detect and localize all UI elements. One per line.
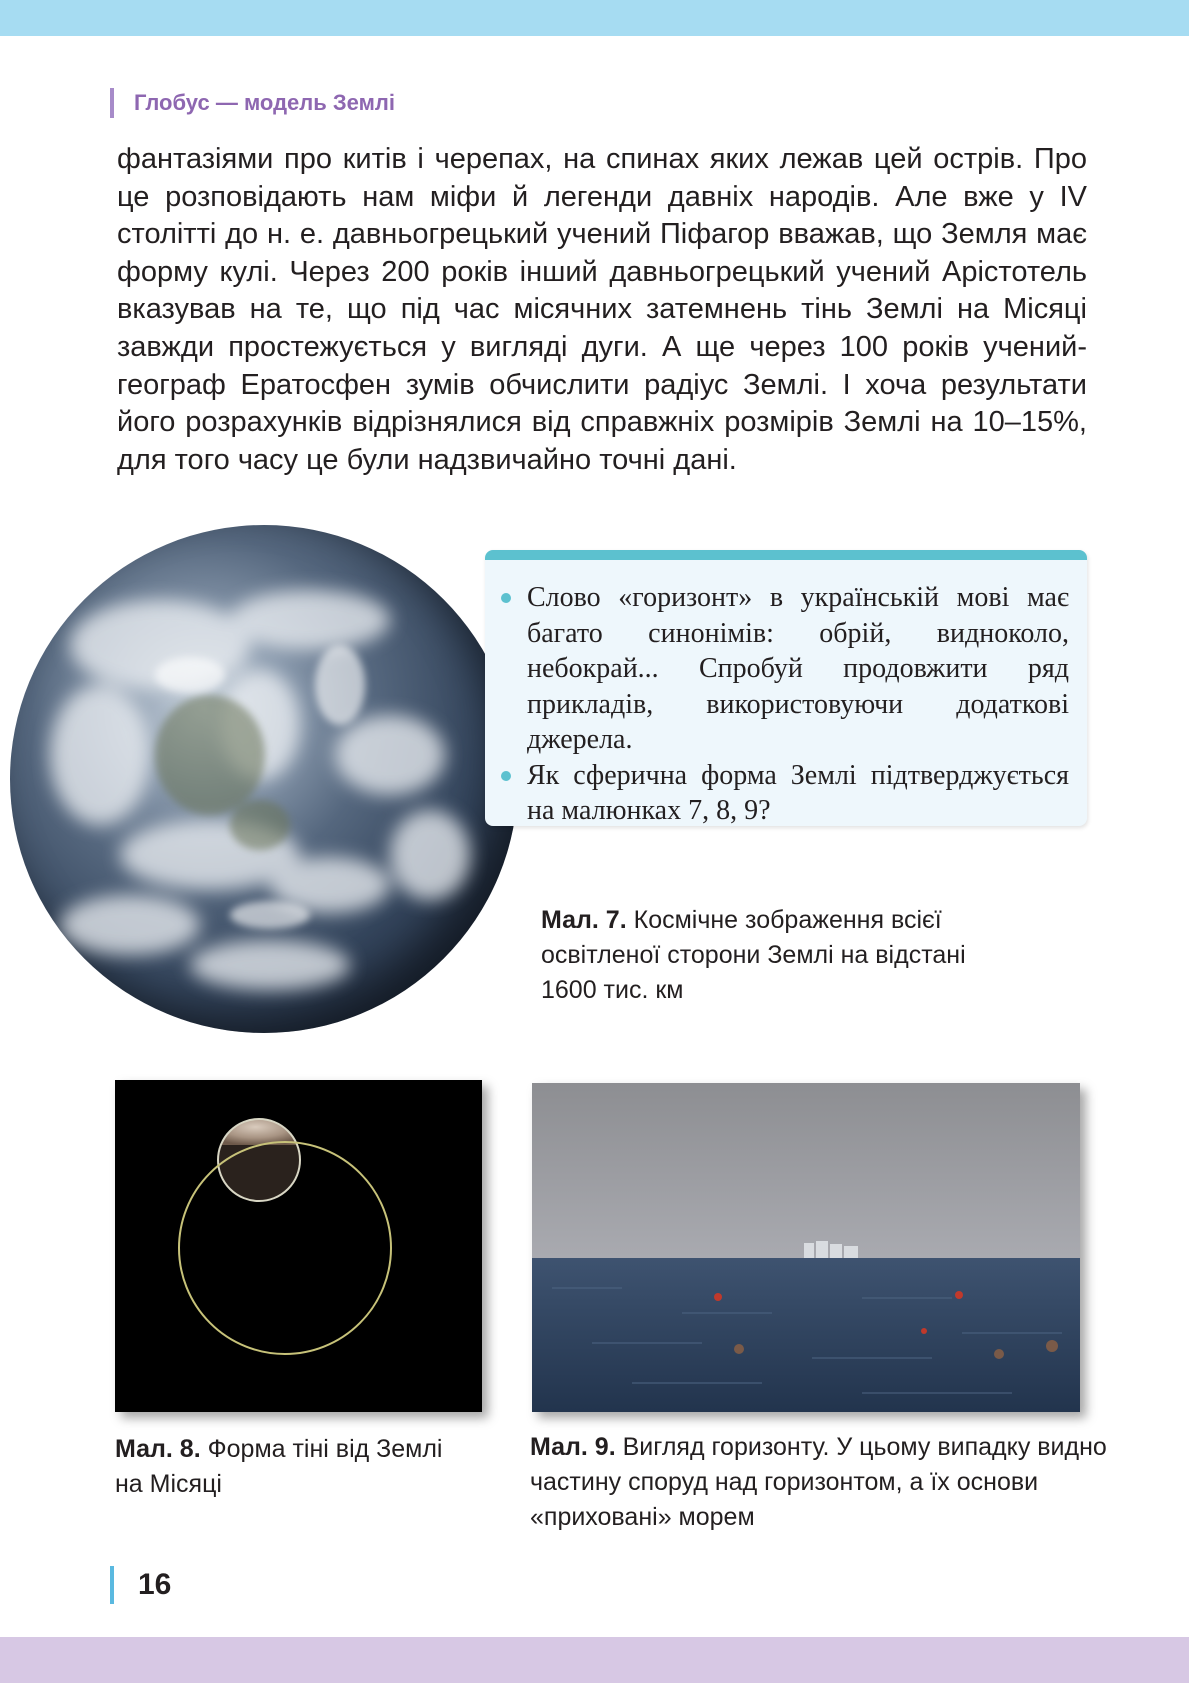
bottom-decorative-band (0, 1637, 1189, 1683)
running-head-bar (110, 88, 114, 118)
infobox-item-text: Слово «горизонт» в українській мові має багато синонімів: обрій, видноколо, небокрай... Спробуй продовжити ряд прикладів, використовуючи додаткові джерела. (527, 582, 1069, 755)
figure-7-caption (541, 903, 981, 1008)
infobox-item (495, 758, 1069, 829)
figure-7-text: Космічне зображення всієї освітленої сторони Землі на відстані 1600 тис. км (541, 906, 966, 1004)
horizon-photo (532, 1083, 1080, 1412)
figure-8-label: Мал. 8. (115, 1435, 201, 1463)
running-head-title: Глобус — модель Землі (134, 90, 395, 115)
page-number-block (110, 1566, 171, 1604)
infobox-list (495, 580, 1069, 829)
running-head (110, 88, 395, 118)
lunar-eclipse-photo (115, 1080, 482, 1412)
questions-infobox (485, 550, 1087, 826)
page-number: 16 (138, 1568, 172, 1601)
horizon-illustration (532, 1083, 1080, 1412)
figure-8-text: Форма тіні від Землі на Місяці (115, 1435, 443, 1498)
page-number-bar (110, 1566, 114, 1604)
figure-7-label: Мал. 7. (541, 906, 627, 934)
main-paragraph: фантазіями про китів і черепах, на спинах яких лежав цей острів. Про це розповідають нам міфи й легенди давніх народів. Але вже у IV столітті до н. е. давньогрецький учений Піфагор вважав, що Земля має форму кулі. Через 200 років інший давньогрецький учений Арістотель вказував на те, що під час місячних затемнень тінь Землі на Місяці завжди простежується у вигляді дуги. А ще через 100 років учений-географ Ератосфен зумів обчислити радіус Землі. І хоча результати його розрахунків відрізнялися від справжніх розмірів Землі на 10–15%, для того часу це були надзвичайно точні дані. (117, 143, 1087, 476)
earth-cloud-pattern (10, 525, 518, 1033)
bullet-dot-icon (501, 771, 511, 781)
top-decorative-band (0, 0, 1189, 36)
figure-8-caption (115, 1432, 475, 1502)
infobox-item (495, 580, 1069, 758)
figure-9-caption (530, 1430, 1150, 1535)
bullet-dot-icon (501, 593, 511, 603)
lunar-eclipse-illustration (115, 1080, 482, 1412)
infobox-item-text: Як сферична форма Землі підтверджується на малюнках 7, 8, 9? (527, 759, 1069, 826)
earth-photo (10, 525, 518, 1033)
figure-9-text: Вигляд горизонту. У цьому випадку видно частину споруд над горизонтом, а їх основи «приховані» морем (530, 1433, 1107, 1531)
figure-9-label: Мал. 9. (530, 1433, 616, 1461)
